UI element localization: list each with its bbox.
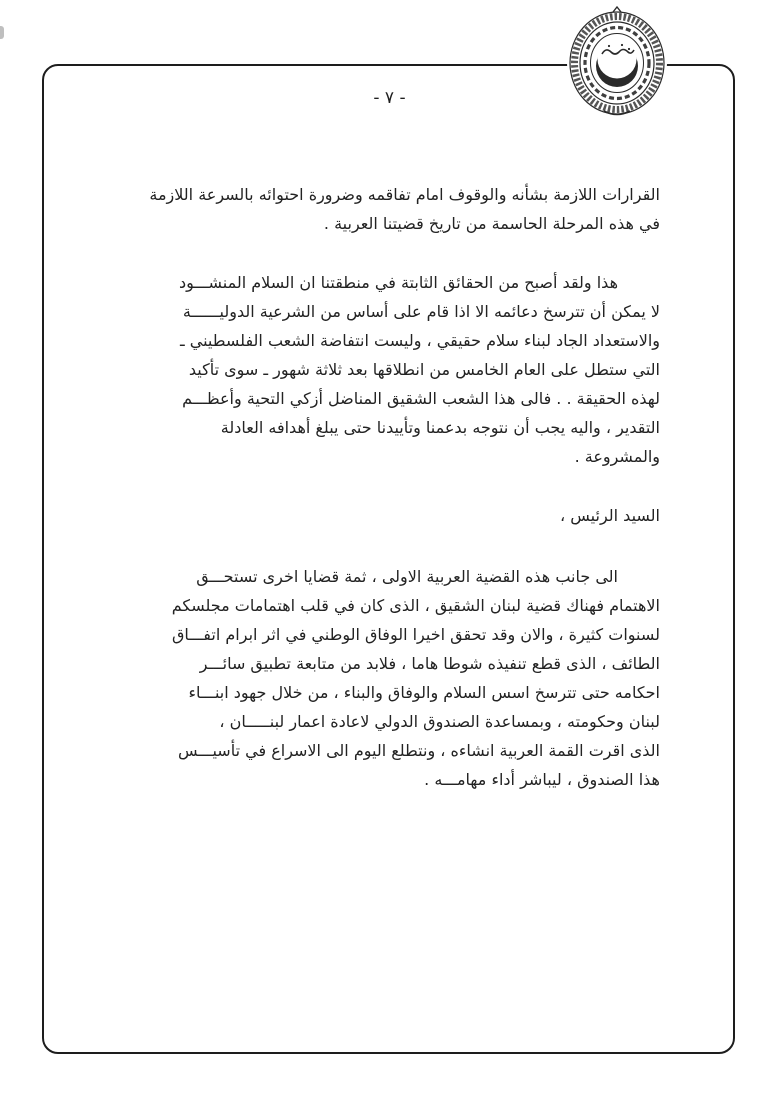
text-line: القرارات اللازمة بشأنه والوقوف امام تفاقمه وضرورة احتوائه بالسرعة اللازمة — [149, 185, 660, 204]
page-number: - ٧ - — [373, 88, 406, 108]
text-line: الذى اقرت القمة العربية انشاءه ، ونتطلع اليوم الى الاسراع في تأسيـــس — [178, 741, 660, 760]
text-line: لسنوات كثيرة ، والان وقد تحقق اخيرا الوفاق الوطني في اثر ابرام اتفـــاق — [171, 625, 660, 644]
text-line: احكامه حتى تترسخ اسس السلام والوفاق والبناء ، من خلال جهود ابنـــاء — [188, 683, 660, 702]
text-line: في هذه المرحلة الحاسمة من تاريخ قضيتنا العربية . — [323, 214, 660, 233]
document-body — [119, 180, 660, 824]
text-line: الطائف ، الذى قطع تنفيذه شوطا هاما ، فلابد من متابعة تطبيق سائـــر — [199, 654, 660, 673]
paragraph-peace-foundations — [119, 268, 660, 471]
text-line: هذا الصندوق ، ليباشر أداء مهامـــه . — [424, 770, 660, 789]
text-line: التقدير ، واليه يجب أن نتوجه بدعمنا وتأييدنا حتى يبلغ أهدافه العادلة — [220, 418, 660, 437]
text-line: والاستعداد الجاد لبناء سلام حقيقي ، وليست انتفاضة الشعب الفلسطيني ـ — [179, 331, 660, 350]
salutation-line — [119, 501, 660, 530]
scan-edge-artifact — [0, 26, 4, 39]
text-line: لا يمكن أن تترسخ دعائمه الا اذا قام على أساس من الشرعية الدوليــــــة — [182, 302, 660, 321]
text-line: السيد الرئيس ، — [560, 506, 660, 525]
text-line: لهذه الحقيقة . . فالى هذا الشعب الشقيق المناضل أزكي التحية وأعظـــم — [182, 389, 660, 408]
text-line: والمشروعة . — [574, 447, 660, 466]
text-line: الاهتمام فهناك قضية لبنان الشقيق ، الذى كان في قلب اهتمامات مجلسكم — [171, 596, 660, 615]
text-line: لبنان وحكومته ، وبمساعدة الصندوق الدولي لاعادة اعمار لبنـــــان ، — [219, 712, 660, 731]
text-line: هذا ولقد أصبح من الحقائق الثابتة في منطقتنا ان السلام المنشـــود — [179, 273, 618, 292]
paragraph-continuation — [119, 180, 660, 238]
text-line: التي ستطل على العام الخامس من انطلاقها بعد ثلاثة شهور ـ سوى تأكيد — [188, 360, 660, 379]
paragraph-lebanon — [119, 562, 660, 794]
text-line: الى جانب هذه القضية العربية الاولى ، ثمة قضايا اخرى تستحـــق — [196, 567, 618, 586]
